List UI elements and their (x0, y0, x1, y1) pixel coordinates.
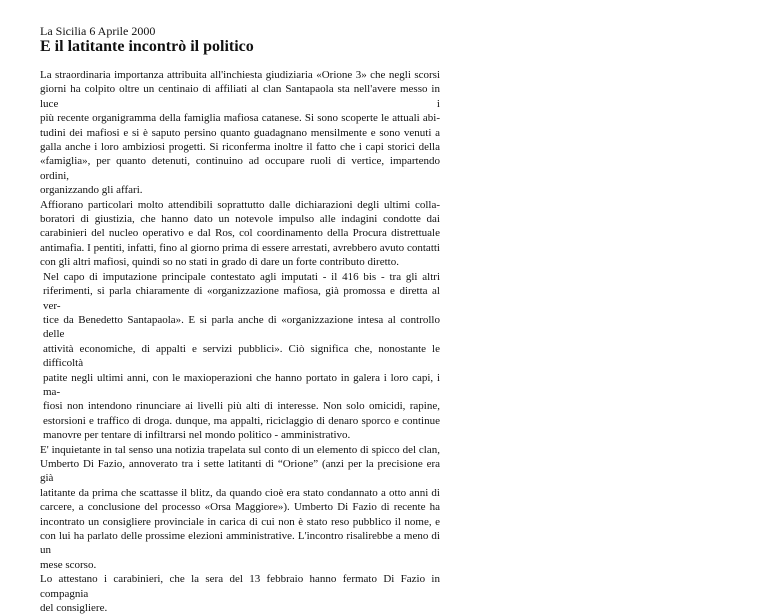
body-line: incontrato un consigliere provinciale in carica di cui non è stato reso pubblico il nome, e (40, 515, 440, 528)
body-line: mese scorso. (40, 558, 97, 571)
body-line: riferimenti, si parla chiaramente di «organizzazione mafiosa, già promossa e diretta al ver- (43, 285, 440, 312)
body-line: carabinieri del nucleo operativo e dal Ros, col coordinamento della Procura distrettuale (40, 227, 440, 240)
body-line: latitante da prima che scattasse il blitz, da quando cioè era stato condannato a otto anni di (40, 486, 440, 499)
body-line: più recente organigramma della famiglia mafiosa catanese. Si sono scoperte le attuali abi- (40, 112, 440, 125)
body-line: carcere, a conclusione del processo «Orsa Maggiore»). Umberto Di Fazio di recente ha (40, 501, 440, 514)
body-line: La straordinaria importanza attribuita all'inchiesta giudiziaria «Orione 3» che negli scorsi (40, 69, 440, 81)
article (40, 24, 440, 615)
body-line: fiosi non intendono rinunciare ai livelli più alti di interesse. Non solo omicidi, rapine, (43, 400, 440, 413)
body-line: organizzando gli affari. (40, 184, 143, 197)
body-line: con gli altri mafiosi, quindi so no stati in grado di dare un forte contributo diretto. (40, 256, 399, 269)
body-line: tice da Benedetto Santapaola». E si parla anche di «organizzazione intesa al controllo delle (43, 313, 440, 341)
body-line: Nel capo di imputazione principale contestato agli imputati - il 416 bis - tra gli altri (43, 270, 440, 283)
body-line: estorsioni e traffico di droga. dunque, ma appalti, riciclaggio di denaro sporco e continue (43, 414, 440, 427)
body-line: giorni ha colpito oltre un centinaio di affiliati al clan Santapaola sta nell'avere messo in luce i (40, 83, 440, 110)
body-line: boratori di giustizia, che hanno dato un notevole impulso alle indagini condotte dai (40, 213, 440, 226)
body-line: Umberto Di Fazio, annoverato tra i sette latitanti di “Orione” (anzi per la precisione era già (40, 457, 440, 485)
body-line: antimafia. I pentiti, infatti, fino al giorno prima di essere arrestati, avrebbero avuto contatti (40, 241, 440, 254)
body-line: manovre per tentare di infiltrarsi nel mondo politico - amministrativo. (43, 429, 351, 442)
body-line: galla anche i loro ambiziosi progetti. Si riconferma inoltre il fatto che i capi storici della (40, 141, 440, 154)
body-line: Affiorano particolari molto attendibili soprattutto dalle dichiarazioni degli ultimi colla- (40, 198, 440, 211)
body-line: tudini dei mafiosi e si è saputo persino quanto guadagnano mensilmente e sono venuti a (40, 126, 440, 139)
body-line: Lo attestano i carabinieri, che la sera del 13 febbraio hanno fermato Di Fazio in compagnia (40, 573, 440, 600)
article-title: E il latitante incontrò il politico (40, 38, 254, 55)
body-line: attività economiche, di appalti e servizi pubblici». Ciò significa che, nonostante le difficoltà (43, 342, 440, 370)
article-source: La Sicilia 6 Aprile 2000 (40, 24, 156, 38)
body-line: E' inquietante in tal senso una notizia trapelata sul conto di un elemento di spicco del clan, (40, 443, 440, 456)
article-body (40, 68, 440, 615)
body-line: patite negli ultimi anni, con le maxioperazioni che hanno portato in galera i loro capi, i ma- (43, 371, 440, 398)
body-line: del consigliere. (40, 602, 108, 615)
body-line: «famiglia», per quanto detenuti, continuino ad occupare ruoli di vertice, impartendo ordini, (40, 155, 440, 182)
body-line: con lui ha parlato delle prossime elezioni amministrative. L'incontro risalirebbe a meno di un (40, 530, 440, 557)
